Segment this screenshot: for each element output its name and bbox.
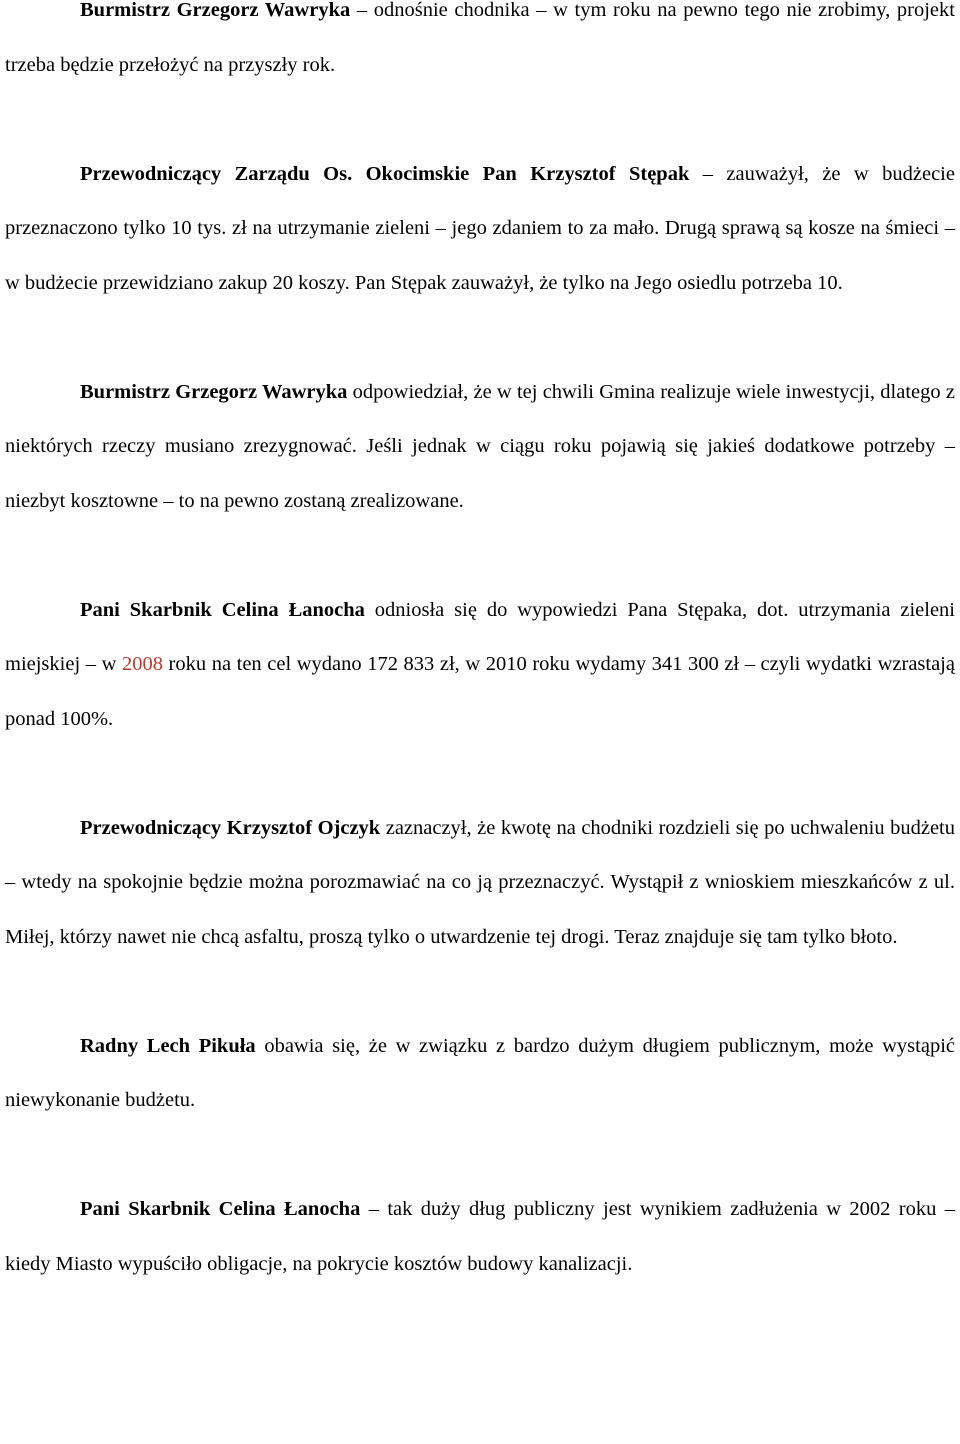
highlighted-year: 2008 [121, 653, 163, 675]
paragraph-text: odniosła się do wypowiedzi Pana Stępaka, dot. utrzymania zieleni miejskiej – w [5, 598, 955, 675]
speaker-name: Pani Skarbnik Celina Łanocha [80, 598, 365, 621]
paragraph-pikula-dlug [5, 1019, 955, 1128]
speaker-name: Pani Skarbnik Celina Łanocha [80, 1198, 361, 1220]
paragraph-stepak-zielen [5, 147, 955, 311]
paragraph-text: zaznaczył, że kwotę na chodniki rozdzieli się po uchwaleniu budżetu – wtedy na spokojnie będzie można porozmawiać na co ją przeznaczyć. Wystąpił z wnioskiem mieszkańców z ul. Miłej, którzy nawet nie chcą asfaltu, proszą tylko o utwardzenie tej drogi. Teraz znajduje się tam tylko błoto. [5, 816, 956, 948]
paragraph-text: – tak duży dług publiczny jest wynikiem zadłużenia w 2002 roku – kiedy Miasto wypuściło obligacje, na pokrycie kosztów budowy kanalizacji. [5, 1198, 955, 1275]
paragraph-text: roku na ten cel wydano 172 833 zł, w 2010 roku wydamy 341 300 zł – czyli wydatki wzrastają ponad 100%. [5, 653, 955, 730]
paragraph-skarbnik-zielen [5, 583, 955, 747]
paragraph-skarbnik-dlug [5, 1182, 955, 1291]
document-page [5, 0, 955, 1291]
paragraph-text: obawia się, że w związku z bardzo dużym długiem publicznym, może wystąpić niewykonanie budżetu. [5, 1034, 955, 1111]
speaker-name: Radny Lech Pikuła [80, 1034, 256, 1057]
paragraph-text: – odnośnie chodnika – w tym roku na pewno tego nie zrobimy, projekt trzeba będzie przełożyć na przyszły rok. [5, 0, 955, 76]
speaker-name: Przewodniczący Krzysztof Ojczyk [80, 816, 381, 839]
speaker-name: Przewodniczący Zarządu Os. Okocimskie Pan Krzysztof Stępak [80, 162, 690, 185]
paragraph-burmistrz-inwestycje [5, 365, 955, 529]
paragraph-burmistrz-chodnik [5, 0, 955, 92]
paragraph-text: – zauważył, że w budżecie przeznaczono tylko 10 tys. zł na utrzymanie zieleni – jego zdaniem to za mało. Drugą sprawą są kosze na śmieci – w budżecie przewidziano zakup 20 koszy. Pan Stępak zauważył, że tylko na Jego osiedlu potrzeba 10. [5, 162, 955, 294]
speaker-name: Burmistrz Grzegorz Wawryka [80, 0, 351, 21]
speaker-name: Burmistrz Grzegorz Wawryka [80, 380, 348, 403]
paragraph-ojczyk-chodniki [5, 801, 955, 965]
paragraph-text: odpowiedział, że w tej chwili Gmina realizuje wiele inwestycji, dlatego z niektórych rzeczy musiano zrezygnować. Jeśli jednak w ciągu roku pojawią się jakieś dodatkowe potrzeby – niezbyt kosztowne – to na pewno zostaną zrealizowane. [5, 380, 955, 512]
